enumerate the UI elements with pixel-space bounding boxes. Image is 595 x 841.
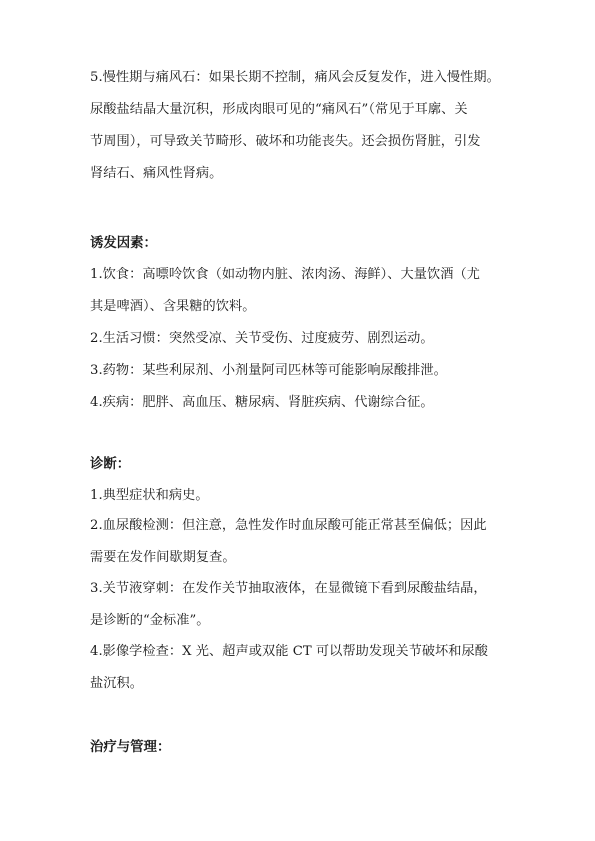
diagnosis-line-2: 2.血尿酸检测：但注意，急性发作时血尿酸可能正常甚至偏低；因此 [90,518,487,533]
chronic-line-2: 尿酸盐结晶大量沉积，形成肉眼可见的“痛风石”（常见于耳廓、关 [90,102,468,117]
chronic-line-1: 5.慢性期与痛风石：如果长期不控制，痛风会反复发作，进入慢性期。 [90,70,500,85]
triggers-line-1: 1.饮食：高嘌呤饮食（如动物内脏、浓肉汤、海鲜）、大量饮酒（尤 [90,267,480,282]
diagnosis-line-7: 盐沉积。 [90,676,143,691]
diagnosis-line-3: 需要在发作间歇期复查。 [90,550,236,565]
triggers-line-3: 2.生活习惯：突然受凉、关节受伤、过度疲劳、剧烈运动。 [90,331,434,346]
diagnosis-heading: 诊断： [90,456,131,472]
triggers-line-5: 4.疾病：肥胖、高血压、糖尿病、肾脏疾病、代谢综合征。 [90,395,434,410]
treatment-heading: 治疗与管理： [90,739,171,755]
chronic-line-4: 肾结石、痛风性肾病。 [90,166,223,181]
chronic-line-3: 节周围），可导致关节畸形、破坏和功能丧失。还会损伤肾脏，引发 [90,134,481,149]
diagnosis-line-4: 3.关节液穿刺：在发作关节抽取液体，在显微镜下看到尿酸盐结晶， [90,581,487,596]
triggers-line-4: 3.药物：某些利尿剂、小剂量阿司匹林等可能影响尿酸排泄。 [90,363,447,378]
diagnosis-line-1: 1.典型症状和病史。 [90,488,209,503]
triggers-line-2: 其是啤酒）、含果糖的饮料。 [90,299,256,314]
diagnosis-line-6: 4.影像学检查：X 光、超声或双能 CT 可以帮助发现关节破坏和尿酸 [90,644,489,659]
triggers-heading: 诱发因素： [90,235,157,251]
diagnosis-line-5: 是诊断的“金标准”。 [90,613,210,628]
